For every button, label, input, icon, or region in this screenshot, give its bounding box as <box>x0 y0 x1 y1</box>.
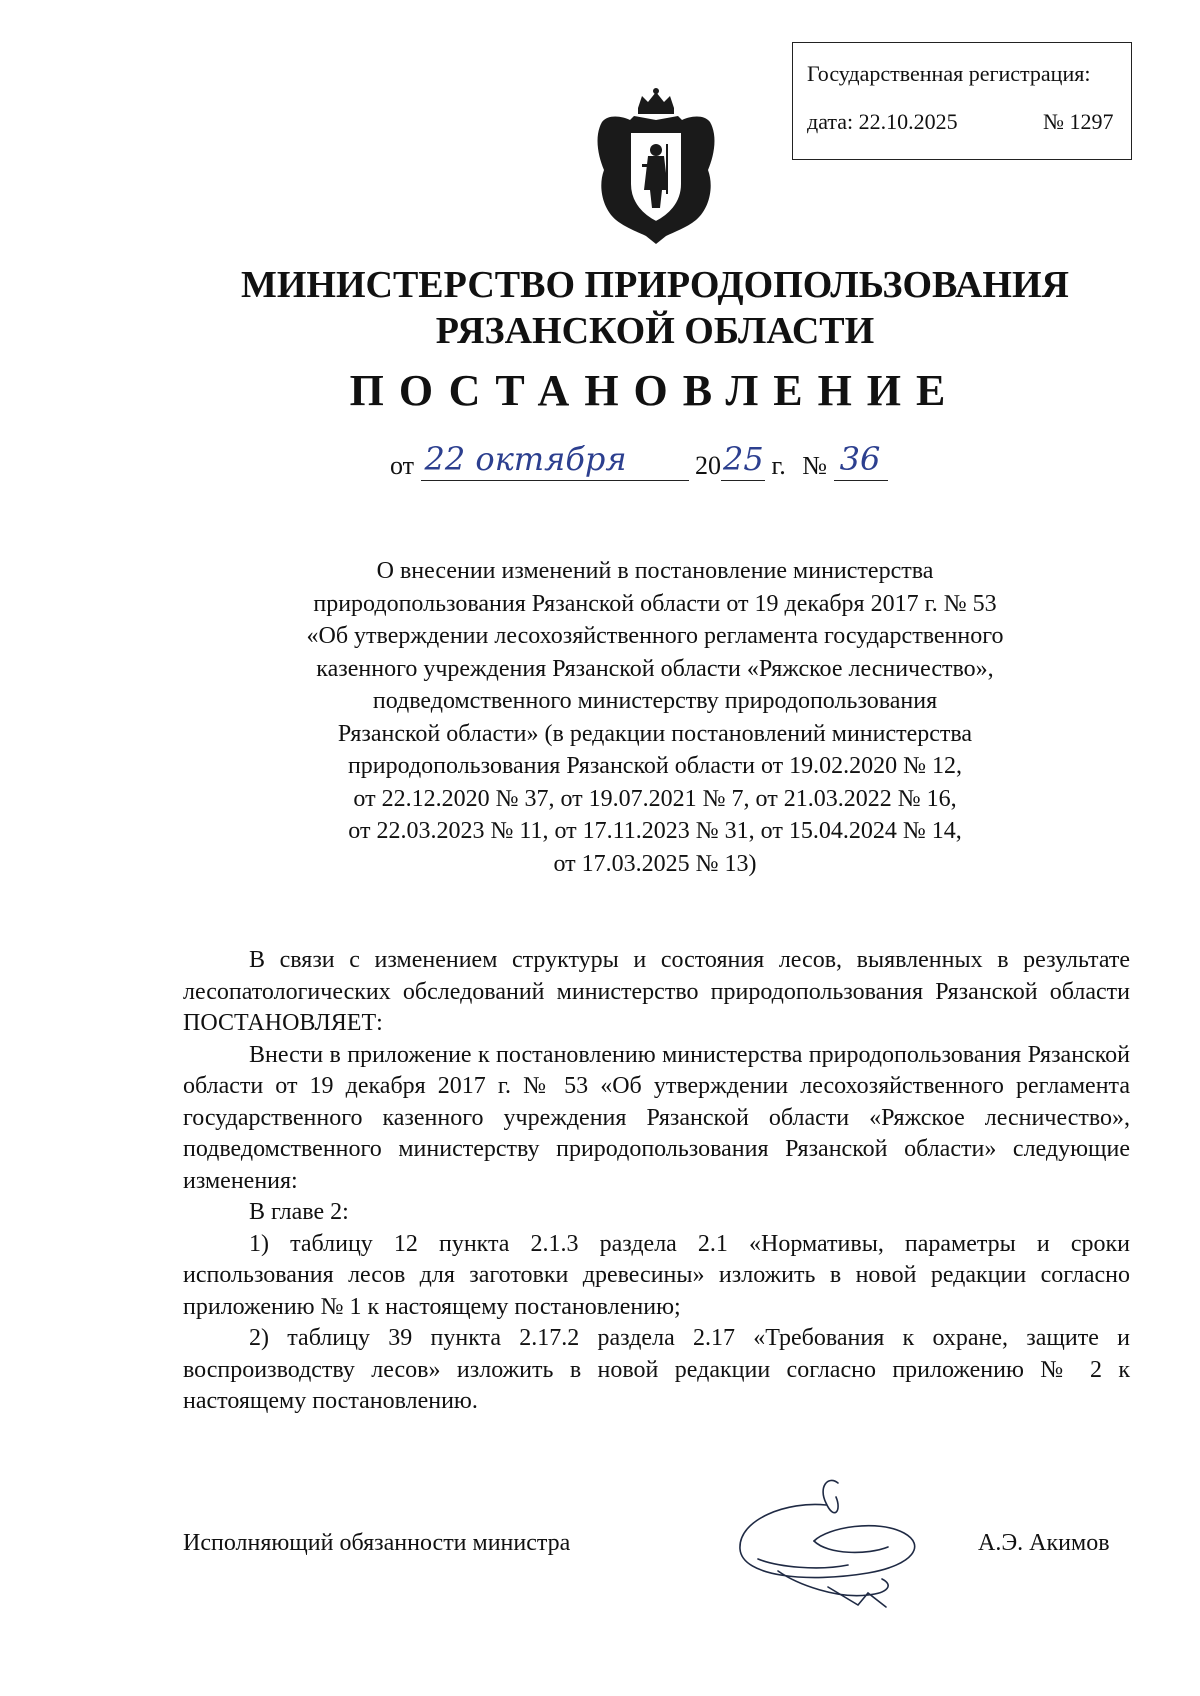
registration-stamp <box>792 42 1132 160</box>
subject-line: Рязанской области» (в редакции постановлений министерства <box>337 720 973 747</box>
year-unit: г. <box>771 451 786 480</box>
subject-line: от 17.03.2025 № 13) <box>553 850 757 877</box>
subject-line: природопользования Рязанской области от 19 декабря 2017 г. № 53 <box>313 590 997 617</box>
subject-line: «Об утверждении лесохозяйственного регламента государственного <box>306 623 1004 649</box>
subject-line: подведомственного министерству природопользования <box>372 688 938 714</box>
body-paragraph: В связи с изменением структуры и состояния лесов, выявленных в результате лесопатологических обследований министерство природопользования Рязанской области ПОСТАНОВЛЯЕТ: <box>183 947 1130 1036</box>
subject-line: от 22.12.2020 № 37, от 19.07.2021 № 7, от 21.03.2022 № 16, <box>353 785 957 812</box>
document-body <box>183 945 1130 1418</box>
registration-details <box>807 109 1114 135</box>
body-paragraph: В главе 2: <box>249 1199 349 1225</box>
number-sign: № <box>802 451 828 480</box>
coat-of-arms-icon <box>586 86 726 246</box>
subject-line: О внесении изменений в постановление министерства <box>376 558 934 584</box>
signatory-role: Исполняющий обязанности министра <box>183 1530 571 1556</box>
document-type: ПОСТАНОВЛЕНИЕ <box>349 366 961 415</box>
date-day-month-handwritten: 22 октября <box>424 440 627 478</box>
document-subject <box>240 555 1070 880</box>
ministry-title-line-2: РЯЗАНСКОЙ ОБЛАСТИ <box>435 310 875 352</box>
document-number-handwritten: 36 <box>839 440 881 478</box>
subject-line: природопользования Рязанской области от 19.02.2020 № 12, <box>347 753 963 779</box>
year-prefix: 20 <box>695 451 722 480</box>
year-suffix-field <box>721 440 765 481</box>
handwritten-signature-icon <box>718 1475 938 1615</box>
subject-line: казенного учреждения Рязанской области «Ряжское лесничество», <box>316 655 994 682</box>
ministry-title <box>0 262 1200 354</box>
body-paragraph: Внести в приложение к постановлению министерства природопользования Рязанской области от 19 декабря 2017 г. № 53 «Об утверждении лесохозяйственного регламента государственного казенного учреждения Рязанской области «Ряжское лесничество», подведомственного министерству природопользования Рязанской области» следующие изменения: <box>183 1041 1130 1194</box>
signatory-name: А.Э. Акимов <box>978 1530 1110 1556</box>
registration-heading: Государственная регистрация: <box>807 61 1091 86</box>
ministry-title-line-1: МИНИСТЕРСТВО ПРИРОДОПОЛЬЗОВАНИЯ <box>240 264 1069 306</box>
year-suffix-handwritten: 25 <box>723 440 764 478</box>
body-paragraph: 1) таблицу 12 пункта 2.1.3 раздела 2.1 «Нормативы, параметры и сроки использования лесов для заготовки древесины» изложить в новой редакции согласно приложению № 1 к настоящему постановлению; <box>183 1230 1130 1320</box>
registration-number: № 1297 <box>1043 109 1114 134</box>
date-day-month-field <box>421 440 689 481</box>
subject-line: от 22.03.2023 № 11, от 17.11.2023 № 31, от 15.04.2024 № 14, <box>348 818 962 844</box>
date-prefix: от <box>390 451 415 480</box>
document-number-field <box>834 440 888 481</box>
body-paragraph: 2) таблицу 39 пункта 2.17.2 раздела 2.17 «Требования к охране, защите и воспроизводству лесов» изложить в новой редакции согласно приложению № 2 к настоящему постановлению. <box>183 1325 1130 1414</box>
date-line <box>390 440 888 481</box>
registration-date: дата: 22.10.2025 <box>807 109 958 134</box>
